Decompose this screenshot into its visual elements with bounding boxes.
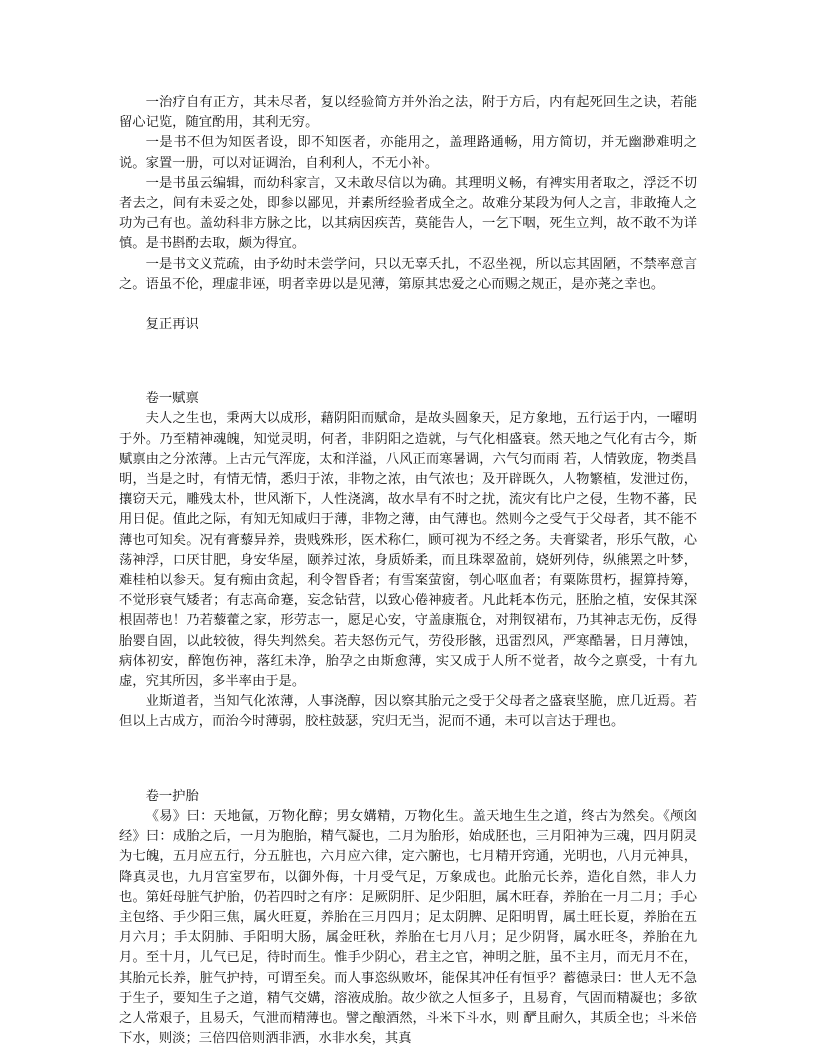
preface-paragraph-1: 一治疗自有正方，其未尽者，复以经验简方并外治之法，附于方后，内有起死回生之诀，若能留心记览，随宜酌用，其利无穷。 <box>119 95 697 131</box>
fubing-paragraph-2: 业斯道者，当知气化浓薄，人事浇醇，因以察其胎元之受于父母者之盛衰坚脆，庶几近焉。若但以上古成方，而治今时薄弱，胶柱鼓瑟，究归无当，泥而不通，未可以言达于理也。 <box>119 694 697 730</box>
spacer <box>119 733 697 787</box>
section-heading-fubing: 卷一赋禀 <box>145 391 199 407</box>
document-body <box>119 93 697 1049</box>
spacer <box>119 335 697 389</box>
hutai-paragraph-1: 《易》曰：天地氤，万物化醇；男女媾精，万物化生。盖天地生生之道，终古为然矣。《颅囟经》曰：成胎之后，一月为胞胎，精气凝也，二月为胎形，始成胚也，三月阳神为三魂，四月阴灵为七魄，五月应五行，分五脏也，六月应六律，定六腑也，七月精开窍通，光明也，八月元神具，降真灵也，九月宫室罗布，以御外侮，十月受气足，万象成也。此胎元长养，造化自然，非人力也。第妊母脏气护胎，仍若四时之有序：足厥阴肝、足少阳胆，属木旺春，养胎在一月二月；手心主包络、手少阳三焦，属火旺夏，养胎在三月四月；足太阴脾、足阳明胃，属土旺长夏，养胎在五月六月；手太阴肺、手阳明大肠，属金旺秋，养胎在七月八月；足少阴肾，属水旺冬，养胎在九月。至十月，儿气已足，待时而生。惟手少阴心，君主之官，神明之脏，虽不主月，而无月不在，其胎元长养，脏气护持，可谓至矣。而人事恣纵败坏，能保其冲任有恒乎？蓄德录曰：世人无不急于生子，要知生子之道，精气交媾，溶液成胎。故少欲之人恒多子，且易育，气固而精凝也；多欲之人常艰子，且易夭，气泄而精薄也。譬之酿酒然，斗米下斗水，则 酽且耐久，其质全也；斗米倍下水，则淡；三倍四倍则洒非洒，水非水矣，其真 <box>119 808 697 1047</box>
preface-paragraph-3: 一是书虽云编辑，而幼科家言，又未敢尽信以为确。其理明义畅，有裨实用者取之，浮泛不切者去之，间有未妥之处，即参以鄙见，并素所经验者成全之。故难分某段为何人之言，非敢掩人之功为己有也。盖幼科非方脉之比，以其病因疾苦，莫能告人，一乞下咽，死生立判，故不敢不为详慎。是书斟酌去取，颇为得宜。 <box>119 175 697 252</box>
section-heading-hutai: 卷一护胎 <box>145 788 199 804</box>
fubing-paragraph-1: 夫人之生也，秉两大以成形，藉阴阳而赋命，是故头圆象天，足方象地，五行运于内，一曜明于外。乃至精神魂魄，知觉灵明，何者，非阴阳之造就，与气化相盛衰。然天地之气化有古今，斯赋禀由之分浓薄。上古元气浑庞，太和洋溢，八风正而寒暑调，六气匀而雨 若，人情敦庞，物类昌明，当是之时，有情无情，悉归于浓，非物之浓，由气浓也；及开辟既久，人物繁植，发泄过伤，攘窃天元，雕残太朴，世风渐下，人性浇漓，故水旱有不时之扰，流灾有比户之侵，生物不蕃，民用日促。值此之际，有知无知咸归于薄，非物之薄，由气薄也。然则今之受气于父母者，其不能不薄也可知矣。况有膏藜异养，贵贱殊形，医术称仁，顾可视为不经之务。夫膏粱者，形乐气散，心荡神浮，口厌甘肥，身安华屋，颐养过浓，身质娇柔，而且珠翠盈前，娆妍列侍，纵熊罴之叶梦，难桂柏以参天。复有痴由贪起，利令智昏者；有雪案萤窗，刳心呕血者；有粟陈贯朽，握算持筹，不觉形衰气矮者；有志高命蹇，妄念钻营，以致心倦神疲者。凡此耗本伤元，胚胎之植，安保其深根固蒂也！乃若藜藿之家，形劳志一，愿足心安，守盖康瓶仓，对荆钗裙布，乃其神志无伤，反得胎婴自固，以此较彼，得失判然矣。若夫怒伤元气，劳役形骸，迅雷烈风，严寒酷暑，日月薄蚀，病体初安，醉饱伤神，落红未净，胎孕之由斯愈薄，实又成于人所不觉者，故今之禀受，十有九虚，究其所因，多半率由于是。 <box>119 411 697 690</box>
spacer <box>119 295 697 315</box>
preface-paragraph-2: 一是书不但为知医者设，即不知医者，亦能用之，盖理路通畅，用方简切，并无幽渺难明之说。家置一册，可以对证调治，自利利人，不无小补。 <box>119 135 697 171</box>
preface-paragraph-4: 一是书文义荒疏，由予幼时未尝学问，只以无辜夭扎，不忍坐视，所以忘其固陋，不禁率意言之。语虽不伦，理虚非诬，明者幸毋以是见薄，第原其忠爱之心而赐之规正，是亦荛之幸也。 <box>119 256 697 292</box>
section-heading-fuzheng: 复正再识 <box>145 317 199 333</box>
